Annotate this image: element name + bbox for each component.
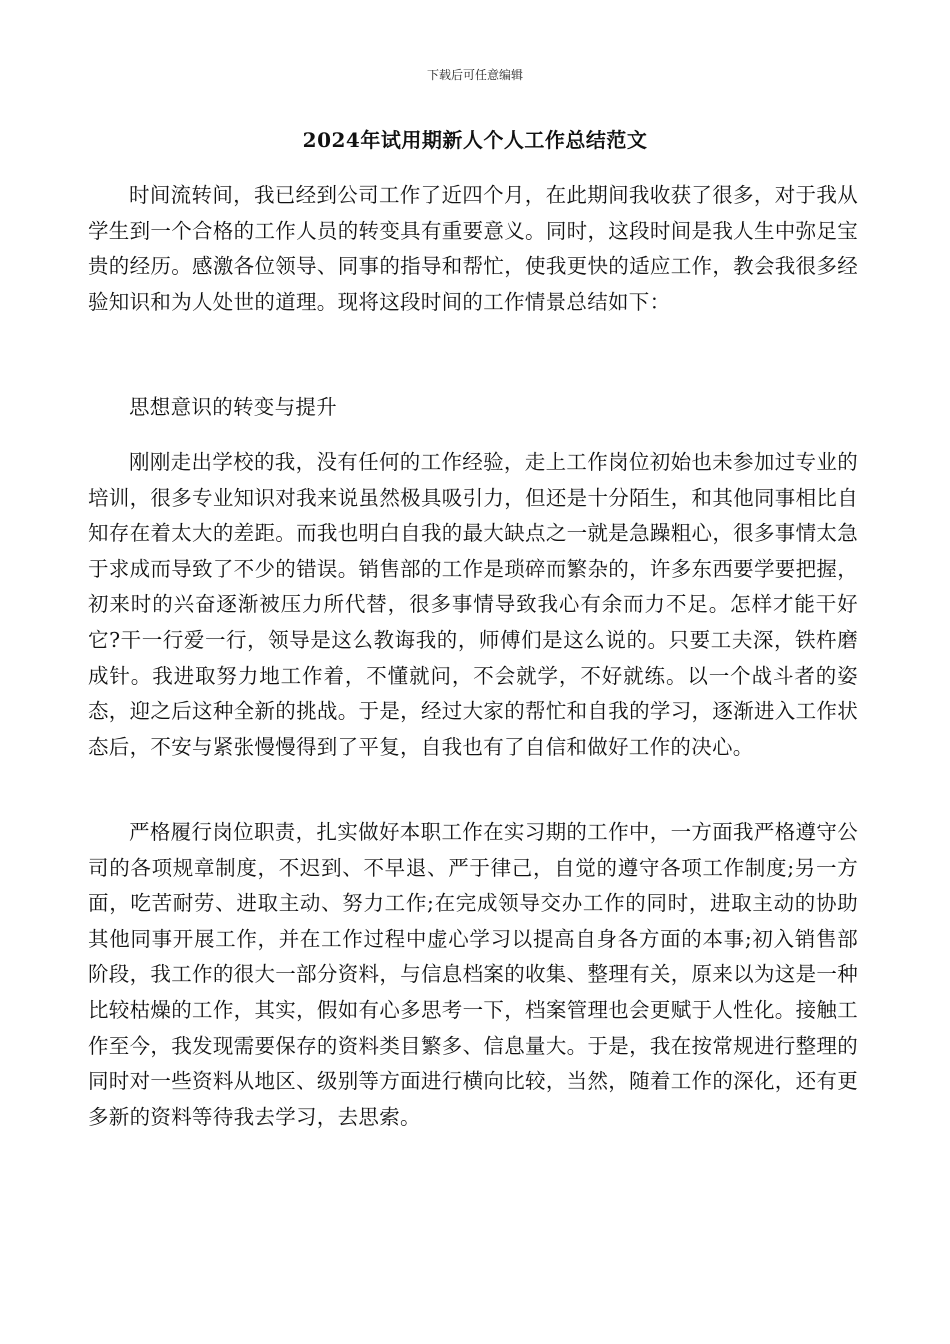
paragraph-duties: 严格履行岗位职责，扎实做好本职工作在实习期的工作中，一方面我严格遵守公司的各项规章制度，不迟到、不早退、严于律己，自觉的遵守各项工作制度;另一方面，吃苦耐劳、进取主动、努力工作;在完成领导交办工作的同时，进取主动的协助其他同事开展工作，并在工作过程中虚心学习以提高自身各方面的本事;初入销售部阶段，我工作的很大一部分资料，与信息档案的收集、整理有关，原来以为这是一种比较枯燥的工作，其实，假如有心多思考一下，档案管理也会更赋于人性化。接触工作至今，我发现需要保存的资料类目繁多、信息量大。于是，我在按常规进行整理的同时对一些资料从地区、级别等方面进行横向比较，当然，随着工作的深化，还有更多新的资料等待我去学习，去思索。 [88, 820, 858, 1129]
document-title: 2024年试用期新人个人工作总结范文 [302, 128, 648, 152]
paragraph-intro: 时间流转间，我已经到公司工作了近四个月，在此期间我收获了很多，对于我从学生到一个合格的工作人员的转变具有重要意义。同时，这段时间是我人生中弥足宝贵的经历。感激各位领导、同事的指导和帮忙，使我更快的适应工作，教会我很多经验知识和为人处世的道理。现将这段时间的工作情景总结如下： [88, 183, 858, 314]
header-note: 下载后可任意编辑 [426, 68, 523, 82]
paragraph-mindset: 刚刚走出学校的我，没有任何的工作经验，走上工作岗位初始也未参加过专业的培训，很多专业知识对我来说虽然极具吸引力，但还是十分陌生，和其他同事相比自知存在着太大的差距。而我也明白自我的最大缺点之一就是急躁粗心，很多事情太急于求成而导致了不少的错误。销售部的工作是琐碎而繁杂的，许多东西要学要把握，初来时的兴奋逐渐被压力所代替，很多事情导致我心有余而力不足。怎样才能干好它?干一行爱一行，领导是这么教诲我的，师傅们是这么说的。只要工夫深，铁杵磨成针。我进取努力地工作着，不懂就问，不会就学，不好就练。以一个战斗者的姿态，迎之后这种全新的挑战。于是，经过大家的帮忙和自我的学习，逐渐进入工作状态后，不安与紧张慢慢得到了平复，自我也有了自信和做好工作的决心。 [88, 450, 858, 759]
section-heading: 思想意识的转变与提升 [129, 395, 337, 419]
